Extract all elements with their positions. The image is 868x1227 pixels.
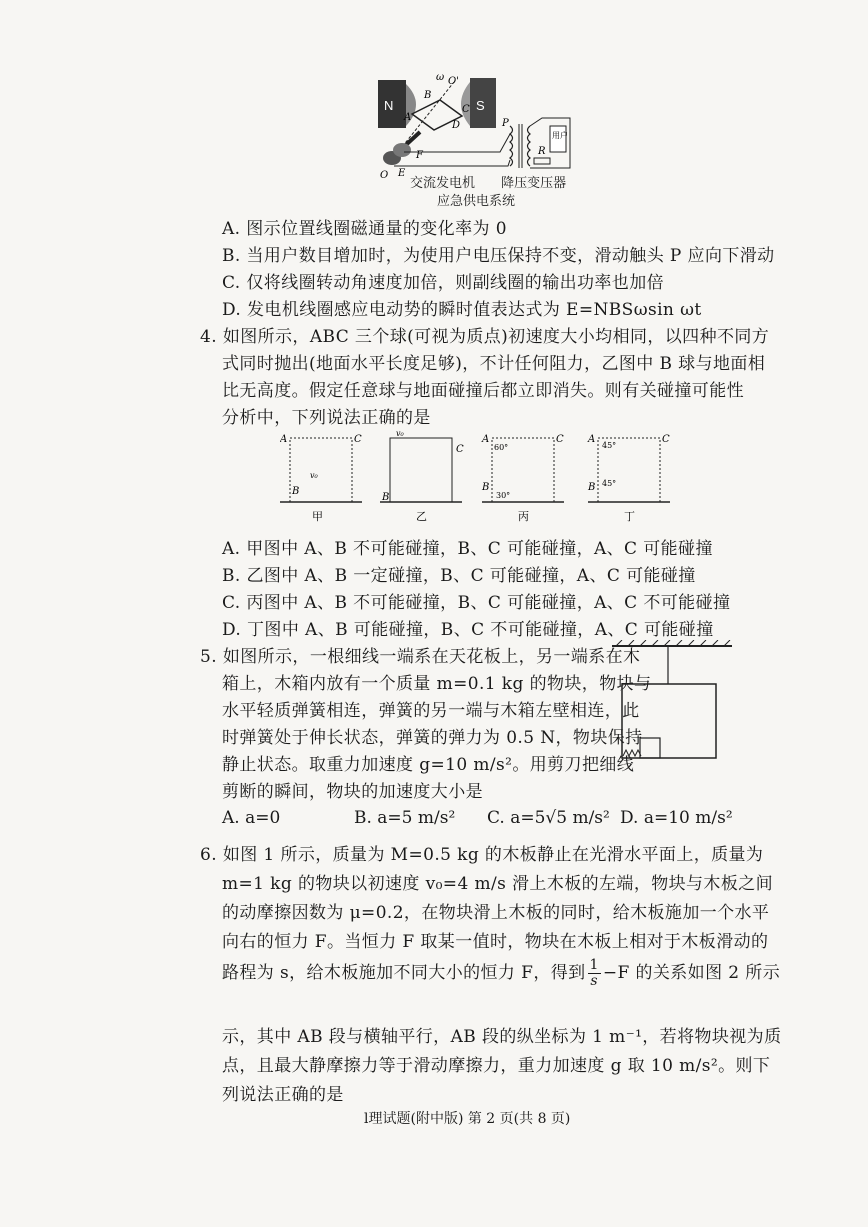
q6-line-4: 向右的恒力 F。当恒力 F 取某一值时，物块在木板上相对于木板滑动的	[222, 932, 769, 952]
q4-option-a: A. 甲图中 A、B 不可能碰撞，B、C 可能碰撞，A、C 可能碰撞	[222, 539, 713, 559]
q4-option-d: D. 丁图中 A、B 可能碰撞，B、C 不可能碰撞，A、C 可能碰撞	[222, 620, 714, 640]
label-a: A	[404, 112, 412, 123]
label-bing: 丙	[518, 510, 529, 523]
caption-generator: 交流发电机	[410, 176, 476, 191]
label-p: P	[502, 118, 509, 129]
q6-line-8: 列说法正确的是	[222, 1085, 344, 1105]
fraction-1-over-s	[588, 958, 601, 989]
q5-line-1: 5. 如图所示，一根细线一端系在天花板上，另一端系在木	[200, 647, 641, 667]
q4-figures	[280, 428, 700, 528]
q6-line-2: m=1 kg 的物块以初速度 v₀=4 m/s 滑上木板的左端，物块与木板之间	[222, 874, 774, 894]
v0-yi: v₀	[396, 429, 404, 438]
label-b: B	[424, 90, 432, 101]
label-o: O	[380, 170, 389, 181]
label-n: N	[384, 98, 394, 113]
q6-line-5	[222, 958, 780, 989]
q6-line-3: 的动摩擦因数为 μ=0.2，在物块滑上木板的同时，给木板施加一个水平	[222, 903, 770, 923]
secondary-coil	[528, 126, 531, 166]
label-o-prime: O'	[448, 76, 459, 87]
slip-ring-2	[393, 143, 411, 157]
q6-line-5-post: −F 的关系如图 2 所示	[602, 963, 781, 983]
svg-text:B: B	[292, 486, 300, 497]
q5-line-5: 静止状态。取重力加速度 g=10 m/s²。用剪刀把细线	[222, 755, 635, 775]
label-yi: 乙	[416, 510, 427, 523]
angle-60: 60°	[494, 443, 509, 452]
svg-text:B: B	[588, 482, 596, 493]
angle-45-a: 45°	[602, 441, 617, 450]
frac-denominator: s	[590, 973, 598, 989]
label-d: D	[452, 120, 461, 131]
wooden-box	[622, 684, 716, 758]
spring	[623, 750, 641, 756]
block	[640, 738, 660, 758]
q3-option-b: B. 当用户数目增加时，为使用户电压保持不变，滑动触头 P 应向下滑动	[222, 246, 775, 266]
q5-line-6: 剪断的瞬间，物块的加速度大小是	[222, 782, 483, 802]
q4-line-1: 4. 如图所示，ABC 三个球(可视为质点)初速度大小均相同，以四种不同方	[200, 327, 770, 347]
svg-text:C: C	[354, 434, 362, 445]
label-jia: 甲	[312, 510, 323, 523]
q4-figure-row	[280, 428, 700, 528]
svg-text:B: B	[482, 482, 490, 493]
q4-line-4: 分析中，下列说法正确的是	[222, 408, 431, 428]
q5-option-a: A. a=0	[222, 808, 281, 828]
svg-text:A: A	[588, 434, 596, 445]
figure-bing	[481, 434, 564, 523]
label-f: F	[416, 150, 423, 161]
q4-option-c: C. 丙图中 A、B 不可能碰撞，B、C 可能碰撞，A、C 不可能碰撞	[222, 593, 731, 613]
label-e: E	[398, 168, 406, 179]
label-user: 用户	[552, 131, 568, 140]
caption-system: 应急供电系统	[437, 194, 516, 209]
caption-transformer: 降压变压器	[501, 176, 567, 191]
svg-text:C: C	[456, 444, 464, 455]
figure-ding	[587, 434, 670, 523]
q5-line-3: 水平轻质弹簧相连，弹簧的另一端与木箱左壁相连，此	[222, 701, 640, 721]
label-omega: ω	[436, 72, 445, 83]
svg-text:B: B	[382, 492, 390, 503]
q4-option-b: B. 乙图中 A、B 一定碰撞，B、C 可能碰撞，A、C 可能碰撞	[222, 566, 696, 586]
q5-line-4: 时弹簧处于伸长状态，弹簧的弹力为 0.5 N，物块保持	[222, 728, 643, 748]
resistor-r	[534, 158, 550, 164]
primary-coil	[510, 126, 513, 166]
frac-numerator: 1	[589, 957, 599, 973]
q5-box-diagram	[612, 640, 737, 770]
angle-30: 30°	[496, 491, 511, 500]
label-c: C	[462, 104, 470, 115]
figure-jia	[280, 434, 362, 523]
label-ding: 丁	[624, 510, 635, 523]
svg-text:A: A	[482, 434, 490, 445]
q4-line-3: 比无高度。假定任意球与地面碰撞后都立即消失。则有关碰撞可能性	[222, 381, 744, 401]
q6-line-5-pre: 路程为 s，给木板施加不同大小的恒力 F，得到	[222, 963, 586, 983]
q4-line-2: 式同时抛出(地面水平长度足够)，不计任何阻力，乙图中 B 球与地面相	[222, 354, 766, 374]
q5-option-b: B. a=5 m/s²	[354, 808, 456, 828]
svg-text:A: A	[280, 434, 288, 445]
page-footer: l理试题(附中版) 第 2 页(共 8 页)	[364, 1111, 571, 1127]
q5-option-d: D. a=10 m/s²	[620, 808, 733, 828]
svg-text:C: C	[556, 434, 564, 445]
figure-yi	[380, 429, 464, 523]
angle-45-b: 45°	[602, 479, 617, 488]
q5-box-figure	[612, 640, 737, 770]
figure-caption-row	[410, 172, 588, 191]
q5-option-c: C. a=5√5 m/s²	[487, 808, 610, 828]
svg-text:C: C	[662, 434, 670, 445]
q6-line-6: 示，其中 AB 段与横轴平行，AB 段的纵坐标为 1 m⁻¹，若将物块视为质	[222, 1027, 782, 1047]
q6-line-1: 6. 如图 1 所示，质量为 M=0.5 kg 的木板静止在光滑水平面上，质量为	[200, 845, 764, 865]
label-s: S	[476, 98, 485, 113]
v0-jia: v₀	[310, 471, 318, 480]
label-r: R	[538, 146, 546, 157]
q6-line-7: 点，且最大静摩擦力等于滑动摩擦力，重力加速度 g 取 10 m/s²。则下	[222, 1056, 771, 1076]
q3-option-d: D. 发电机线圈感应电动势的瞬时值表达式为 E=NBSωsin ωt	[222, 300, 702, 320]
q5-line-2: 箱上，木箱内放有一个质量 m=0.1 kg 的物块，物块与	[222, 674, 652, 694]
wire-bottom	[394, 160, 510, 166]
q3-option-c: C. 仅将线圈转动角速度加倍，则副线圈的输出功率也加倍	[222, 273, 665, 293]
q3-option-a: A. 图示位置线圈磁通量的变化率为 0	[222, 219, 507, 239]
